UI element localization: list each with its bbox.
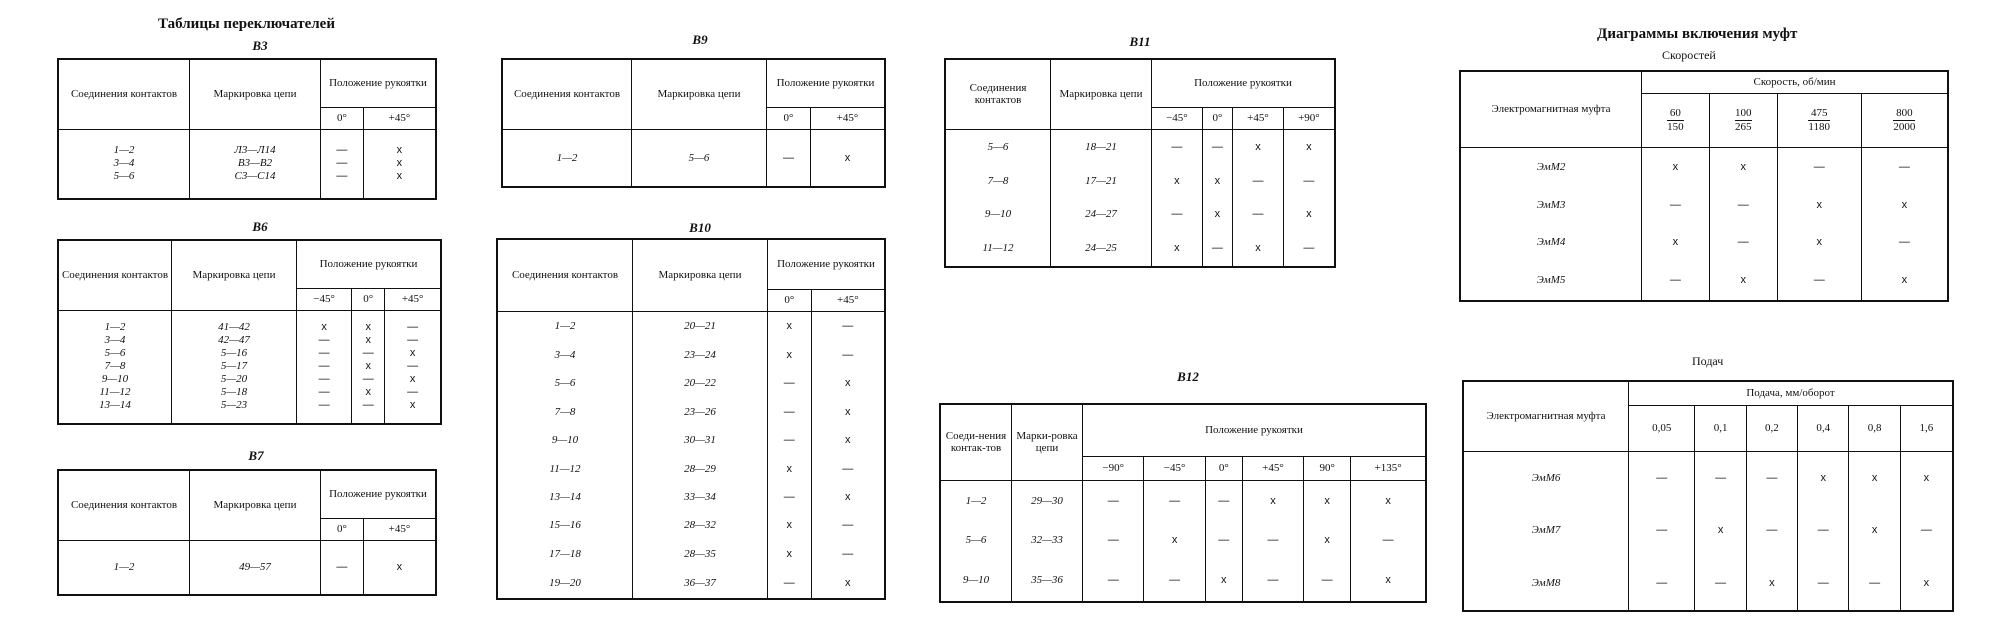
position-header: 0° [321, 107, 364, 129]
position-header: 0° [768, 289, 812, 311]
table-name-b3: В3 [252, 38, 268, 53]
table-row: 1—2 29—30 — — — x x x [940, 480, 1426, 521]
feed-header: 0,1 [1695, 405, 1746, 451]
position-column: x — — — — — — [297, 310, 352, 424]
table-row: 5—6 32—33 — x — — x — [940, 521, 1426, 560]
feeds-subtitle: Подач [1692, 354, 1724, 368]
position-header: +90° [1283, 107, 1335, 129]
header-handle: Положение рукоятки [767, 59, 886, 107]
table-name-b11: В11 [1129, 34, 1151, 49]
position-column: x x — x — x — [352, 310, 385, 424]
position-header: −45° [1152, 107, 1203, 129]
table-row: ЭмМ6 — — — x x x [1463, 451, 1953, 504]
switch-table-b7 [57, 469, 437, 596]
table-row: 7—8 17—21 x x — — [945, 164, 1335, 197]
position-header: −90° [1083, 456, 1144, 480]
position-column: — — — [321, 129, 364, 199]
speeds-subtitle: Скоростей [1662, 48, 1716, 62]
feed-header: 0,4 [1798, 405, 1849, 451]
feeds-table [1462, 380, 1954, 612]
position-column: — — x — x — x [385, 310, 441, 424]
table-row: ЭмМ5 — x — x [1460, 261, 1948, 301]
switch-table-b6 [57, 239, 442, 425]
speed-header: $\frac{800}{2000}$ [1861, 93, 1948, 147]
header-contacts: Соеди-нения контак-тов [940, 404, 1012, 480]
table-row: 9—10 35—36 — — x — — x [940, 560, 1426, 602]
speed-header: $\frac{475}{1180}$ [1777, 93, 1861, 147]
position-header: +45° [363, 107, 436, 129]
header-contacts: Соединения контактов [497, 239, 633, 311]
header-handle: Положение рукоятки [321, 470, 437, 518]
table-row: 9—10 24—27 — x — x [945, 197, 1335, 230]
speeds-table [1459, 70, 1949, 302]
header-circuit: Маркировка цепи [190, 470, 321, 540]
table-row: 11—12 28—29 x — [497, 454, 885, 482]
position-header: +45° [810, 107, 885, 129]
table-row: 17—18 28—35 x — [497, 540, 885, 568]
position-header: +45° [1242, 456, 1303, 480]
circuits-column: 41—42 42—47 5—16 5—17 5—20 5—18 5—23 [172, 310, 297, 424]
feed-header: 0,05 [1629, 405, 1695, 451]
table-row: 15—16 28—32 x — [497, 511, 885, 539]
table-row: 13—14 33—34 — x [497, 483, 885, 511]
switch-table-b12 [939, 403, 1427, 603]
header-em-clutch: Электромагнитная муфта [1463, 381, 1629, 451]
switch-table-b3 [57, 58, 437, 200]
table-name-b12: В12 [1177, 369, 1199, 384]
header-circuit: Маркировка цепи [190, 59, 321, 129]
position-header: 0° [1205, 456, 1242, 480]
table-row: 5—6 18—21 — — x x [945, 129, 1335, 164]
position-header: +45° [811, 289, 885, 311]
feed-header: 0,8 [1849, 405, 1900, 451]
table-row: 11—12 24—25 x — x — [945, 231, 1335, 267]
table-row: ЭмМ7 — x — — x — [1463, 504, 1953, 555]
table-row: ЭмМ3 — — x x [1460, 186, 1948, 223]
header-contacts: Соединения контактов [58, 470, 190, 540]
table-row: 1—2 5—6 — x [502, 129, 885, 187]
speed-header: $\frac{100}{265}$ [1709, 93, 1777, 147]
header-handle: Положение рукоятки [321, 59, 437, 107]
feed-header: 1,6 [1900, 405, 1953, 451]
header-em-clutch: Электромагнитная муфта [1460, 71, 1642, 147]
speed-header: $\frac{60}{150}$ [1642, 93, 1710, 147]
header-circuit: Марки-ровка цепи [1012, 404, 1083, 480]
header-contacts: Соединения контактов [58, 59, 190, 129]
feeds-group-header: Подача, мм/оборот [1629, 381, 1954, 405]
table-row: 1—2 20—21 x — [497, 311, 885, 341]
switch-table-b11 [944, 58, 1336, 268]
position-header: +45° [1233, 107, 1284, 129]
position-header: +45° [363, 518, 436, 540]
switch-table-b9 [501, 58, 886, 188]
speeds-group-header: Скорость, об/мин [1642, 71, 1949, 93]
circuits-column: Л3—Л14 В3—В2 С3—С14 [190, 129, 321, 199]
contacts-column: 1—2 3—4 5—6 [113, 144, 135, 183]
header-contacts: Соединения контактов [945, 59, 1051, 129]
header-handle: Положение рукоятки [1083, 404, 1427, 456]
table-row: 3—4 23—24 x — [497, 341, 885, 369]
position-header: 90° [1304, 456, 1351, 480]
table-name-b10: В10 [689, 220, 711, 235]
table-row: 9—10 30—31 — x [497, 426, 885, 454]
header-handle: Положение рукоятки [1152, 59, 1336, 107]
position-header: −45° [297, 288, 352, 310]
feed-header: 0,2 [1746, 405, 1797, 451]
position-header: 0° [1202, 107, 1232, 129]
table-name-b7: В7 [248, 448, 264, 463]
table-name-b6: В6 [252, 219, 268, 234]
table-row: 19—20 36—37 — x [497, 568, 885, 599]
position-header: +135° [1351, 456, 1426, 480]
header-contacts: Соединения контактов [502, 59, 632, 129]
header-circuit: Маркировка цепи [172, 240, 297, 310]
position-column: x x x [363, 129, 436, 199]
contacts-column: 1—2 3—4 5—6 7—8 9—10 11—12 13—14 [99, 321, 131, 412]
header-contacts: Соединения контактов [58, 240, 172, 310]
position-header: −45° [1144, 456, 1205, 480]
right-title: Диаграммы включения муфт [1597, 26, 1798, 42]
header-circuit: Маркировка цепи [632, 59, 767, 129]
table-row: 1—2 49—57 — x [58, 540, 436, 595]
left-title: Таблицы переключателей [158, 16, 335, 32]
header-handle: Положение рукоятки [297, 240, 442, 288]
position-header: 0° [767, 107, 811, 129]
table-name-b9: В9 [692, 32, 708, 47]
table-row: ЭмМ2 x x — — [1460, 147, 1948, 186]
table-row: ЭмМ8 — — x — — x [1463, 556, 1953, 611]
position-header: 0° [321, 518, 364, 540]
table-row: 7—8 23—26 — x [497, 398, 885, 426]
position-header: +45° [385, 288, 441, 310]
table-row: 5—6 20—22 — x [497, 369, 885, 397]
header-circuit: Маркировка цепи [1051, 59, 1152, 129]
switch-table-b10 [496, 238, 886, 600]
header-handle: Положение рукоятки [768, 239, 886, 289]
table-row: ЭмМ4 x — x — [1460, 223, 1948, 260]
position-header: 0° [352, 288, 385, 310]
header-circuit: Маркировка цепи [633, 239, 768, 311]
